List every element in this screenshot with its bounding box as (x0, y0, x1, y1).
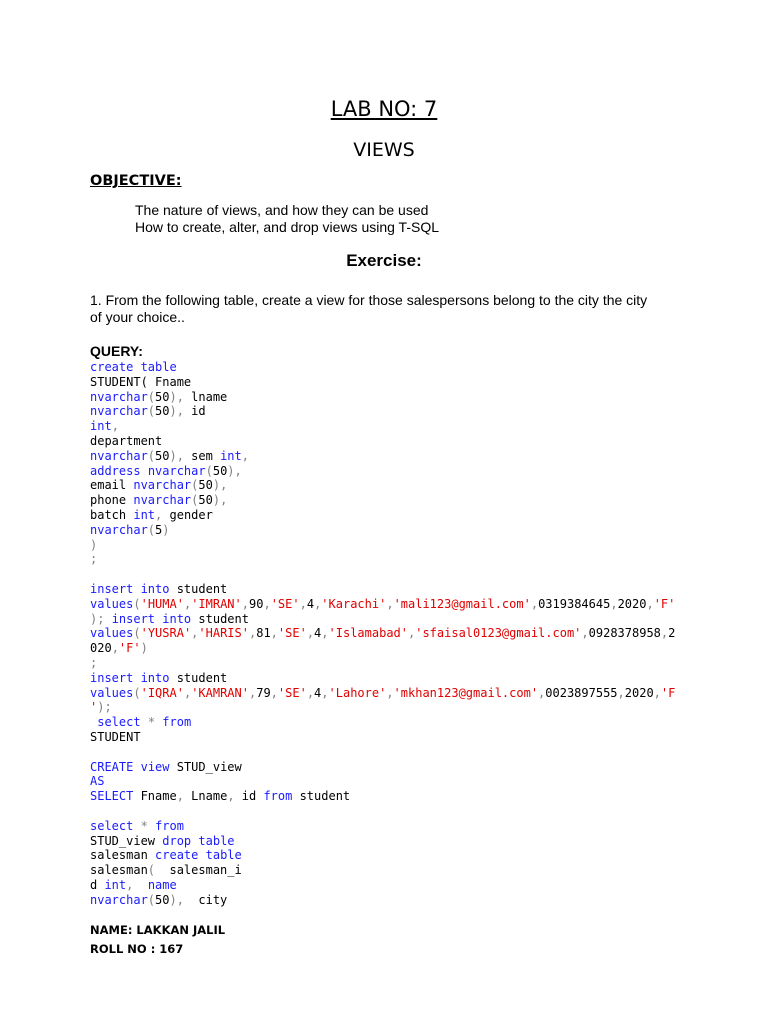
code-token: int (133, 507, 156, 522)
code-token: 50 (155, 892, 170, 907)
code-token: 50 (212, 463, 228, 478)
code-token: 5 (155, 522, 163, 537)
code-token: from (162, 715, 192, 730)
code-token: 2020 (617, 596, 647, 611)
code-token: STUD_view (90, 833, 163, 848)
code-token: 50 (198, 493, 213, 508)
code-token: 'F' (653, 596, 676, 611)
code-token: lname (183, 389, 228, 404)
code-token: , (321, 685, 329, 700)
objective-item (114, 202, 439, 219)
code-token (104, 612, 111, 626)
code-token: 'KAMRAN' (191, 685, 249, 700)
code-token: 50 (155, 448, 170, 463)
code-token: , (610, 596, 618, 611)
code-token: city (183, 892, 228, 907)
code-line (90, 508, 675, 523)
code-token: 4 (306, 596, 315, 611)
code-token: CREATE (90, 759, 134, 774)
code-token: , (386, 596, 394, 611)
code-token: ) (162, 522, 170, 537)
code-token: student (191, 611, 249, 626)
code-token: , (155, 507, 163, 522)
code-line (90, 493, 675, 508)
code-token: , (530, 596, 539, 611)
code-token: nvarchar (90, 522, 148, 537)
code-token: select (90, 818, 134, 833)
code-token: , (248, 626, 257, 641)
roll-number: ROLL NO : 167 (90, 942, 184, 956)
code-token: 'F (660, 685, 676, 700)
code-line (90, 626, 675, 641)
code-token: gender (162, 507, 213, 522)
code-token (141, 464, 148, 478)
code-token: 'YUSRA' (140, 626, 192, 641)
code-token: select (97, 715, 141, 730)
code-token (133, 819, 140, 833)
objective-heading: OBJECTIVE: (90, 173, 182, 189)
code-token: department (90, 433, 163, 448)
code-line (90, 878, 675, 893)
code-token: insert into (90, 581, 170, 596)
code-token: from (263, 789, 293, 804)
code-token: 'HARIS' (198, 626, 249, 641)
code-token: d (90, 877, 105, 892)
code-token: , (183, 596, 192, 611)
code-token: values (90, 596, 134, 611)
code-token: STUDENT( Fname (90, 374, 192, 389)
code-token: insert into (90, 670, 170, 685)
code-token: ), (169, 892, 184, 907)
code-token: nvarchar (90, 389, 148, 404)
code-token: ) (140, 641, 148, 656)
code-token: 50 (198, 478, 213, 493)
code-line (90, 893, 675, 908)
code-token: ( (133, 596, 141, 611)
code-token: 4 (314, 685, 322, 700)
code-token: , (241, 448, 249, 463)
code-token: nvarchar (133, 478, 192, 493)
code-line (90, 700, 675, 715)
code-line (90, 715, 675, 730)
code-token: , (270, 685, 278, 700)
code-token: ( (133, 626, 141, 641)
code-line (90, 449, 675, 464)
code-token: 'Karachi' (321, 596, 387, 611)
code-line (90, 582, 675, 597)
code-token: int (90, 419, 112, 434)
code-token: ( (147, 892, 156, 907)
code-token: , (248, 685, 257, 700)
code-token: student (292, 789, 351, 804)
code-token: from (155, 818, 184, 833)
sql-code-block (90, 360, 675, 907)
code-token: nvarchar (90, 448, 148, 463)
code-token: address (90, 463, 141, 478)
code-line (90, 848, 675, 863)
code-token: , (183, 685, 192, 700)
code-token: , (653, 685, 661, 700)
code-token: id (234, 789, 264, 804)
code-token: batch (90, 507, 134, 522)
code-line (90, 597, 675, 612)
code-token: view (140, 759, 170, 774)
code-token: , (314, 596, 322, 611)
code-token (133, 760, 140, 774)
code-token: 2 (668, 626, 676, 641)
code-token: 79 (256, 685, 271, 700)
code-token: ( (147, 404, 156, 419)
code-token: student (169, 670, 228, 685)
code-line (90, 567, 675, 582)
lab-title: LAB NO: 7 (330, 97, 438, 121)
code-token: 'HUMA' (140, 596, 184, 611)
code-line (90, 804, 675, 819)
code-token: values (90, 626, 134, 641)
code-token: , (538, 685, 546, 700)
code-token: ), (212, 478, 228, 493)
code-token: ), (227, 463, 242, 478)
code-token: salesman (90, 848, 156, 863)
code-token: ), (212, 493, 228, 508)
code-token: ); (90, 611, 105, 626)
code-token: 'IQRA' (140, 685, 184, 700)
code-token: , (646, 596, 654, 611)
code-token: 'mali123@gmail.com' (393, 596, 531, 611)
code-token: 50 (155, 389, 170, 404)
code-token: , (321, 626, 329, 641)
code-token: ( (147, 522, 156, 537)
code-token: ( (147, 863, 156, 878)
code-token: ); (97, 700, 112, 715)
objective-text-2: How to create, alter, and drop views using T-SQL (135, 219, 440, 235)
code-token: nvarchar (133, 493, 192, 508)
code-line (90, 686, 675, 701)
code-token: nvarchar (147, 463, 206, 478)
code-token: create table (90, 360, 177, 374)
code-token: insert into (111, 611, 192, 626)
code-token: salesman (90, 863, 148, 878)
code-token: 'mkhan123@gmail.com' (393, 685, 539, 700)
code-token: table (198, 833, 235, 848)
code-token: , (660, 626, 669, 641)
code-token: , (227, 789, 235, 804)
code-line (90, 730, 675, 745)
code-token: student (169, 581, 228, 596)
code-token: table (205, 848, 242, 863)
code-token: name (147, 877, 177, 892)
code-token (198, 848, 205, 862)
code-token: , (191, 626, 199, 641)
code-token: ; (90, 655, 98, 670)
code-token: ( (191, 493, 199, 508)
code-token: 020 (90, 641, 112, 656)
code-token: , (617, 685, 625, 700)
code-token: 81 (256, 626, 271, 641)
code-line (90, 789, 675, 804)
code-token: Lname (183, 789, 228, 804)
code-line (90, 774, 675, 789)
code-token: 'F' (118, 641, 141, 656)
code-token: email (90, 478, 134, 493)
code-line (90, 434, 675, 449)
student-name: NAME: LAKKAN JALIL (90, 923, 226, 937)
code-token: , (386, 685, 394, 700)
code-token: 'SE' (270, 596, 300, 611)
code-token: 'Lahore' (328, 685, 387, 700)
code-token: ), (169, 404, 184, 419)
code-token: 'SE' (277, 685, 307, 700)
code-line (90, 834, 675, 849)
code-token: ) (90, 537, 98, 552)
code-line (90, 760, 675, 775)
code-token: 0319384645 (538, 596, 611, 611)
code-token: 0023897555 (545, 685, 618, 700)
objective-item (114, 219, 439, 236)
code-line (90, 671, 675, 686)
code-token: , (126, 877, 134, 892)
code-token: id (183, 404, 206, 419)
code-token: 0928378958 (588, 626, 661, 641)
code-token: STUDENT (90, 729, 141, 744)
code-token: salesman_i (155, 863, 242, 878)
code-token: nvarchar (90, 892, 148, 907)
code-token (148, 819, 155, 833)
code-token: create (155, 848, 199, 863)
code-token: 2020 (624, 685, 654, 700)
code-token: ( (205, 463, 213, 478)
code-line (90, 745, 675, 760)
code-token: 'IMRAN' (191, 596, 242, 611)
code-token: , (241, 596, 249, 611)
code-token: , (408, 626, 416, 641)
code-line (90, 478, 675, 493)
code-line (90, 464, 675, 479)
code-token: drop (162, 833, 192, 848)
code-token: AS (90, 774, 105, 789)
code-line (90, 375, 675, 390)
code-token: 'Islamabad' (328, 626, 408, 641)
code-line (90, 819, 675, 834)
code-token (133, 878, 147, 892)
code-token: ( (147, 448, 156, 463)
code-line (90, 523, 675, 538)
code-token: 90 (249, 596, 264, 611)
code-token: values (90, 685, 134, 700)
code-token: , (270, 626, 278, 641)
code-token: ), (169, 448, 184, 463)
code-token: SELECT (90, 789, 134, 804)
code-token: phone (90, 493, 134, 508)
code-token: ( (147, 389, 156, 404)
code-token: sem (183, 448, 221, 463)
code-line (90, 390, 675, 405)
code-line (90, 641, 675, 656)
code-token: ( (191, 478, 199, 493)
code-line (90, 552, 675, 567)
code-token: Fname (133, 789, 177, 804)
exercise-heading: Exercise: (346, 251, 422, 270)
code-token: ), (169, 389, 184, 404)
code-line (90, 612, 675, 627)
code-token: * (147, 715, 156, 730)
code-token: , (111, 419, 119, 434)
code-token: , (299, 596, 307, 611)
code-token: ' (90, 700, 98, 715)
code-token: , (263, 596, 271, 611)
code-token: , (306, 626, 315, 641)
code-token: , (306, 685, 315, 700)
code-line (90, 538, 675, 553)
code-token: 50 (155, 404, 170, 419)
code-token: int (220, 448, 242, 463)
exercise-question: 1. From the following table, create a view for those salespersons belong to the city the city of your choice.. (90, 292, 648, 325)
code-line (90, 360, 675, 375)
code-token: ; (90, 552, 98, 567)
code-token: ( (133, 685, 141, 700)
query-label: QUERY: (90, 343, 143, 359)
code-token: , (111, 641, 119, 656)
code-token: 4 (314, 626, 322, 641)
code-token: 'SE' (277, 626, 307, 641)
objective-text-1: The nature of views, and how they can be used (135, 202, 429, 218)
code-token: , (581, 626, 589, 641)
code-line (90, 656, 675, 671)
code-line (90, 404, 675, 419)
code-token (141, 715, 148, 729)
code-token: int (104, 877, 127, 892)
code-token: 'sfaisal0123@gmail.com' (415, 626, 582, 641)
objective-list (114, 202, 439, 236)
code-line (90, 419, 675, 434)
section-title: VIEWS (353, 139, 415, 161)
code-token: STUD_view (169, 759, 242, 774)
code-token: nvarchar (90, 404, 148, 419)
code-token: * (140, 818, 148, 833)
code-token: , (176, 789, 184, 804)
code-line (90, 863, 675, 878)
